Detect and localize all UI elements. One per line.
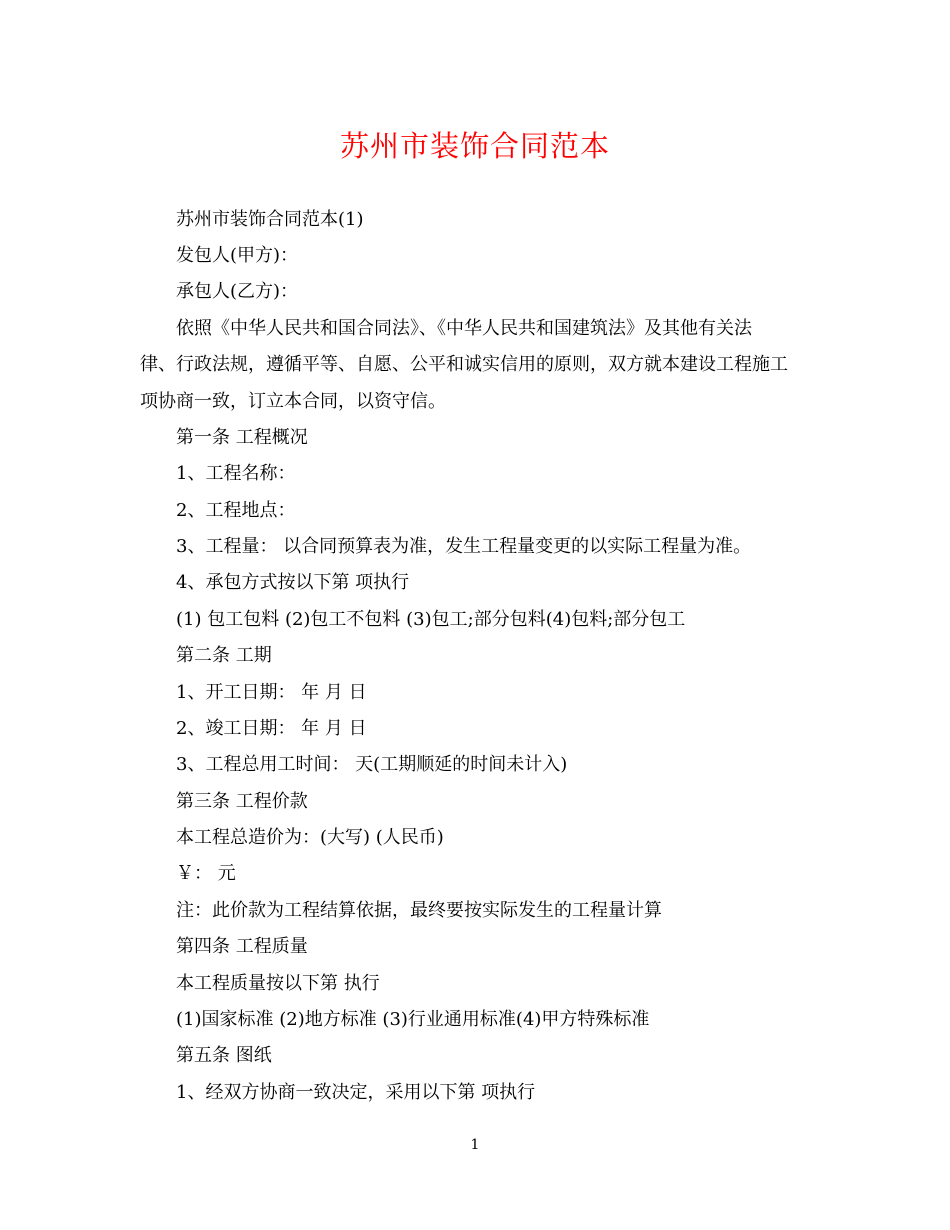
body-line: 2、工程地点：: [176, 500, 296, 521]
body-line: 注：此价款为工程结算依据，最终要按实际发生的工程量计算: [176, 900, 662, 921]
body-line: 1、经双方协商一致决定，采用以下第 项执行: [176, 1082, 536, 1103]
section-heading: 第一条 工程概况: [176, 427, 308, 448]
section-heading: 第三条 工程价款: [176, 791, 308, 812]
body-line: 项协商一致，订立本合同，以资守信。: [140, 391, 446, 412]
body-line: ￥： 元: [176, 863, 236, 884]
body-line: 承包人(乙方)：: [176, 281, 299, 302]
section-heading: 第四条 工程质量: [176, 936, 308, 957]
body-line: 律、行政法规，遵循平等、自愿、公平和诚实信用的原则，双方就本建设工程施工: [140, 354, 788, 375]
page-number: 1: [470, 1137, 480, 1153]
body-line: 发包人(甲方)：: [176, 245, 299, 266]
body-line: 本工程总造价为：(大写) (人民币): [176, 827, 444, 848]
body-line: 本工程质量按以下第 执行: [176, 973, 380, 994]
body-line: 3、工程总用工时间： 天(工期顺延的时间未计入): [176, 754, 568, 775]
body-line: 依照《中华人民共和国合同法》、《中华人民共和国建筑法》及其他有关法: [176, 318, 752, 339]
body-line: 苏州市装饰合同范本(1): [176, 209, 364, 230]
document-title: 苏州市装饰合同范本: [339, 129, 610, 163]
section-heading: 第二条 工期: [176, 645, 272, 666]
body-line: (1) 包工包料 (2)包工不包料 (3)包工;部分包料(4)包料;部分包工: [176, 609, 686, 630]
body-line: 4、承包方式按以下第 项执行: [176, 572, 410, 593]
section-heading: 第五条 图纸: [176, 1045, 272, 1066]
body-line: 2、竣工日期： 年 月 日: [176, 718, 367, 739]
body-line: 1、工程名称：: [176, 463, 296, 484]
body-line: (1)国家标准 (2)地方标准 (3)行业通用标准(4)甲方特殊标准: [176, 1009, 650, 1030]
body-line: 3、工程量： 以合同预算表为准，发生工程量变更的以实际工程量为准。: [176, 536, 752, 557]
body-line: 1、开工日期： 年 月 日: [176, 682, 367, 703]
